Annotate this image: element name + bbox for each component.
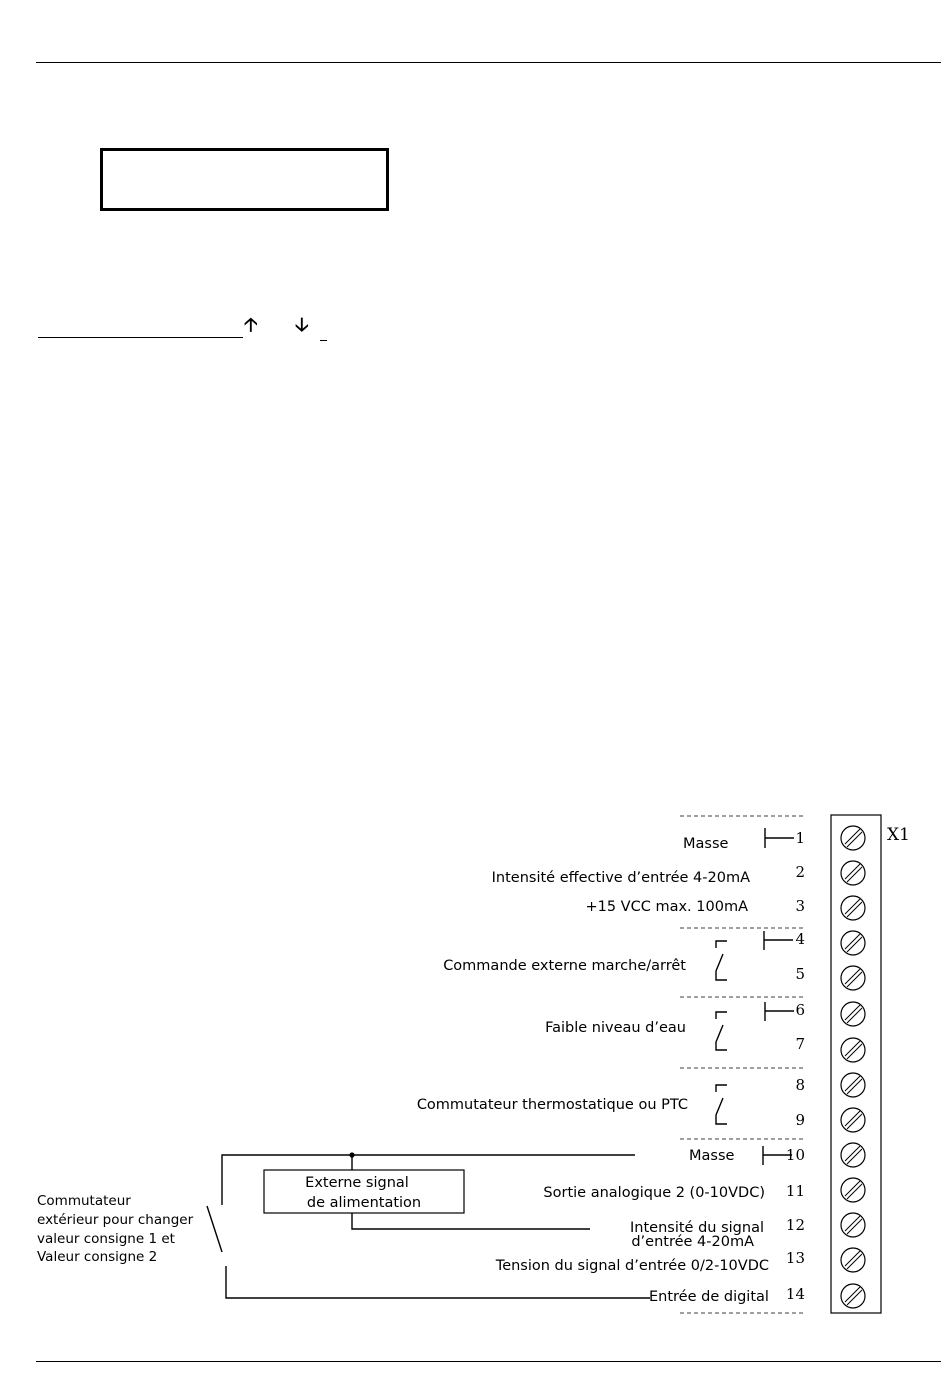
ground-symbol-6 (765, 1002, 794, 1021)
terminal-number-13: 13 (785, 1249, 805, 1267)
terminal-number-12: 12 (785, 1216, 805, 1234)
terminal-number-11: 11 (785, 1182, 805, 1200)
terminal-screw-11 (841, 1178, 865, 1202)
terminal-screw-3 (841, 896, 865, 920)
terminal-number-5: 5 (795, 965, 805, 983)
label-terminal-3: +15 VCC max. 100mA (585, 899, 748, 915)
ground-symbols (763, 828, 794, 1165)
terminal-block-label: X1 (887, 825, 910, 845)
switch-blade (207, 1206, 222, 1252)
terminal-number-9: 9 (795, 1111, 805, 1129)
terminal-number-10: 10 (785, 1146, 805, 1164)
wire-signal-12 (352, 1213, 590, 1229)
ground-symbol-1 (765, 828, 794, 848)
label-terminal-8: Commutateur thermostatique ou PTC (416, 1097, 688, 1113)
label-terminal-14: Entrée de digital (649, 1289, 769, 1305)
terminal-screw-12 (841, 1213, 865, 1237)
label-terminal-12-line1: Intensité du signal (630, 1220, 764, 1236)
contact-symbol-4-5 (716, 941, 727, 980)
terminal-screw-7 (841, 1038, 865, 1062)
terminal-screw-8 (841, 1073, 865, 1097)
terminal-screw-14 (841, 1284, 865, 1308)
terminal-number-6: 6 (795, 1001, 805, 1019)
terminal-screw-9 (841, 1108, 865, 1132)
terminal-screw-6 (841, 1002, 865, 1026)
label-terminal-13: Tension du signal d’entrée 0/2-10VDC (495, 1258, 769, 1274)
external-supply-line1: Externe signal (305, 1175, 409, 1191)
terminal-screw-13 (841, 1248, 865, 1272)
label-terminal-6: Faible niveau d’eau (545, 1020, 686, 1036)
switch-note-line3: valeur consigne 1 et (37, 1231, 175, 1247)
external-wiring (207, 1155, 650, 1298)
terminal-screw-2 (841, 861, 865, 885)
label-terminal-1: Masse (683, 836, 729, 852)
up-arrow-icon: 🡡 (244, 314, 258, 336)
switch-note-line2: extérieur pour changer (37, 1212, 194, 1228)
terminal-number-7: 7 (795, 1035, 805, 1053)
down-arrow-icon: 🡣 (295, 314, 309, 336)
ground-symbol-4 (764, 931, 793, 950)
terminal-numbers (786, 829, 805, 1303)
switch-note-line1: Commutateur (37, 1193, 131, 1209)
terminal-number-14: 14 (785, 1285, 805, 1303)
label-terminal-4: Commande externe marche/arrêt (443, 958, 686, 974)
contact-symbols (716, 941, 727, 1124)
bottom-rule (36, 1361, 941, 1362)
label-terminal-10: Masse (689, 1148, 735, 1164)
terminal-screw-4 (841, 931, 865, 955)
terminal-screw-1 (841, 826, 865, 850)
label-terminal-2: Intensité effective d’entrée 4-20mA (491, 870, 750, 886)
terminal-number-2: 2 (795, 863, 805, 881)
junction-dot (349, 1152, 354, 1157)
label-terminal-12-line2: d’entrée 4-20mA (631, 1234, 754, 1250)
terminal-screws (841, 826, 865, 1308)
terminal-screw-10 (841, 1143, 865, 1167)
switch-note-line4: Valeur consigne 2 (37, 1249, 158, 1265)
terminal-screw-5 (841, 966, 865, 990)
external-supply-line2: de alimentation (306, 1195, 422, 1211)
terminal-block-frame (831, 815, 881, 1313)
terminal-number-4: 4 (795, 930, 805, 948)
contact-symbol-8-9 (716, 1085, 727, 1124)
terminal-number-8: 8 (795, 1076, 805, 1094)
label-terminal-11: Sortie analogique 2 (0-10VDC) (543, 1185, 765, 1201)
contact-symbol-6-7 (716, 1012, 727, 1050)
terminal-number-1: 1 (795, 829, 805, 847)
terminal-number-3: 3 (795, 897, 805, 915)
